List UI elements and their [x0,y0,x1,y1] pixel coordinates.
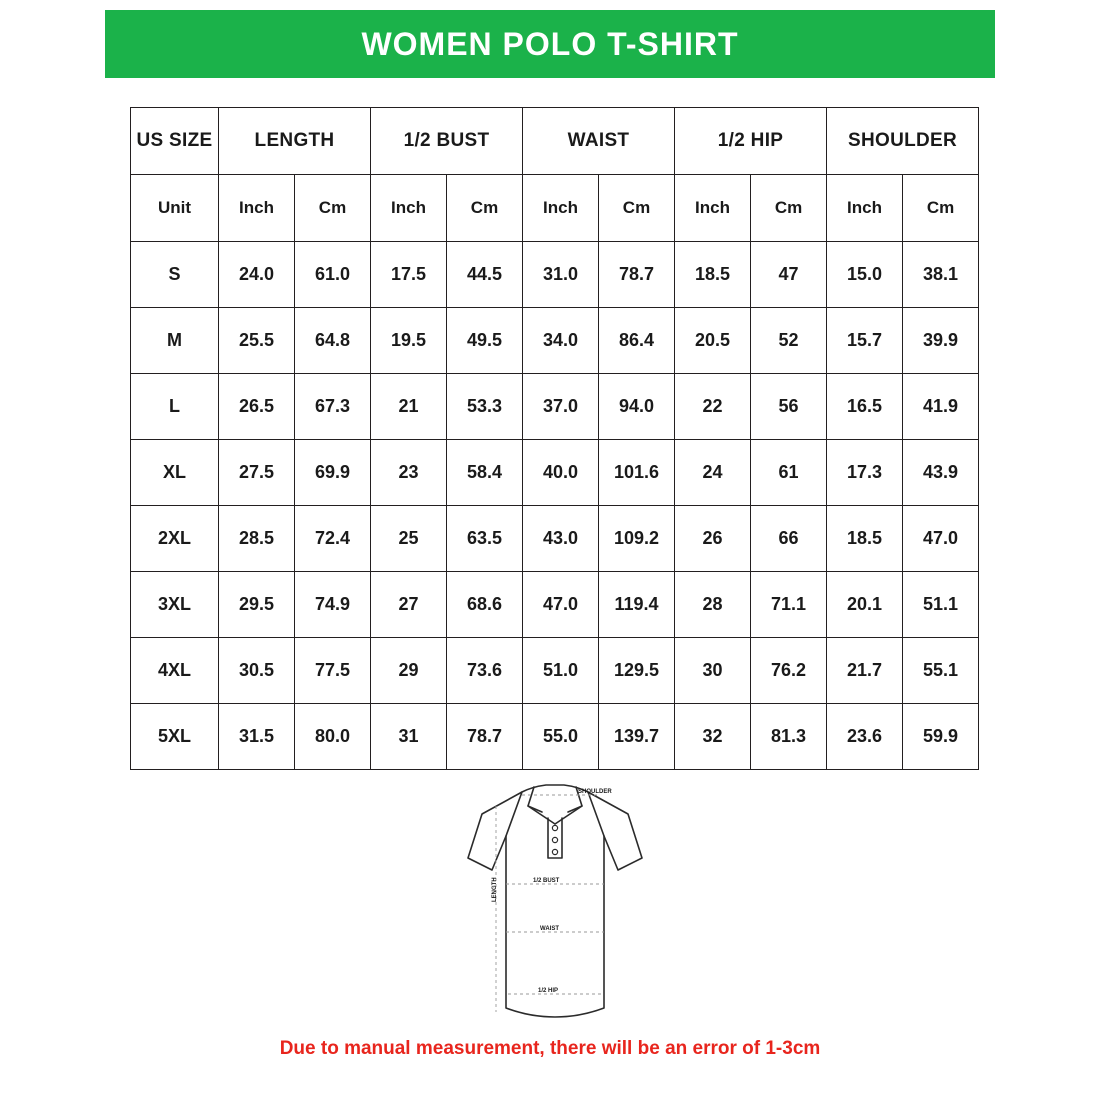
cell-value: 17.5 [371,242,447,308]
table-group-header-row [131,108,979,175]
cell-value: 26.5 [219,374,295,440]
table-unit-row [131,175,979,242]
page-title: WOMEN POLO T-SHIRT [361,25,739,62]
cell-value: 34.0 [523,308,599,374]
cell-value: 59.9 [903,704,979,770]
header-group-waist: WAIST [523,108,675,175]
unit-cell: Inch [219,175,295,242]
cell-value: 38.1 [903,242,979,308]
label-half-hip: 1/2 HIP [538,988,559,994]
cell-value: 30 [675,638,751,704]
cell-value: 39.9 [903,308,979,374]
cell-value: 25 [371,506,447,572]
cell-value: 20.5 [675,308,751,374]
cell-value: 29 [371,638,447,704]
cell-value: 18.5 [827,506,903,572]
cell-value: 43.9 [903,440,979,506]
cell-value: 52 [751,308,827,374]
cell-value: 53.3 [447,374,523,440]
unit-cell: Cm [599,175,675,242]
table-row [131,308,979,374]
cell-value: 81.3 [751,704,827,770]
table-row [131,242,979,308]
row-size-label: XL [131,440,219,506]
cell-value: 139.7 [599,704,675,770]
cell-value: 94.0 [599,374,675,440]
cell-value: 28.5 [219,506,295,572]
cell-value: 27.5 [219,440,295,506]
cell-value: 66 [751,506,827,572]
unit-cell: Inch [371,175,447,242]
cell-value: 55.0 [523,704,599,770]
table-row [131,374,979,440]
size-table [130,107,979,770]
cell-value: 76.2 [751,638,827,704]
cell-value: 16.5 [827,374,903,440]
cell-value: 51.0 [523,638,599,704]
cell-value: 31.5 [219,704,295,770]
table-row [131,638,979,704]
cell-value: 119.4 [599,572,675,638]
cell-value: 21.7 [827,638,903,704]
cell-value: 21 [371,374,447,440]
cell-value: 43.0 [523,506,599,572]
cell-value: 26 [675,506,751,572]
row-size-label: 3XL [131,572,219,638]
cell-value: 69.9 [295,440,371,506]
unit-cell: Cm [751,175,827,242]
unit-cell: Inch [675,175,751,242]
unit-cell: Cm [447,175,523,242]
unit-cell: Cm [903,175,979,242]
button-detail-icon [552,825,557,854]
table-row [131,572,979,638]
cell-value: 24 [675,440,751,506]
cell-value: 55.1 [903,638,979,704]
size-table-wrapper [130,107,970,770]
cell-value: 40.0 [523,440,599,506]
cell-value: 41.9 [903,374,979,440]
cell-value: 23.6 [827,704,903,770]
cell-value: 71.1 [751,572,827,638]
header-us-size: US SIZE [131,108,219,175]
cell-value: 58.4 [447,440,523,506]
measurement-disclaimer: Due to manual measurement, there will be an error of 1-3cm [279,1038,821,1059]
cell-value: 78.7 [599,242,675,308]
header-group-half-hip: 1/2 HIP [675,108,827,175]
cell-value: 109.2 [599,506,675,572]
cell-value: 63.5 [447,506,523,572]
header-group-half-bust: 1/2 BUST [371,108,523,175]
cell-value: 51.1 [903,572,979,638]
cell-value: 47.0 [903,506,979,572]
cell-value: 32 [675,704,751,770]
cell-value: 56 [751,374,827,440]
cell-value: 15.0 [827,242,903,308]
cell-value: 29.5 [219,572,295,638]
cell-value: 30.5 [219,638,295,704]
cell-value: 64.8 [295,308,371,374]
label-waist: WAIST [540,926,559,932]
cell-value: 80.0 [295,704,371,770]
row-size-label: 4XL [131,638,219,704]
cell-value: 25.5 [219,308,295,374]
polo-shirt-diagram [430,762,680,1032]
cell-value: 61 [751,440,827,506]
cell-value: 31.0 [523,242,599,308]
cell-value: 73.6 [447,638,523,704]
cell-value: 67.3 [295,374,371,440]
label-shoulder: SHOULDER [578,789,612,795]
row-size-label: 2XL [131,506,219,572]
cell-value: 72.4 [295,506,371,572]
cell-value: 78.7 [447,704,523,770]
row-size-label: 5XL [131,704,219,770]
cell-value: 86.4 [599,308,675,374]
cell-value: 61.0 [295,242,371,308]
shirt-illustration-icon [430,762,680,1032]
cell-value: 31 [371,704,447,770]
cell-value: 27 [371,572,447,638]
cell-value: 22 [675,374,751,440]
unit-cell: Cm [295,175,371,242]
row-size-label: S [131,242,219,308]
cell-value: 28 [675,572,751,638]
unit-cell: Inch [523,175,599,242]
unit-label: Unit [131,175,219,242]
cell-value: 37.0 [523,374,599,440]
cell-value: 20.1 [827,572,903,638]
cell-value: 101.6 [599,440,675,506]
cell-value: 17.3 [827,440,903,506]
cell-value: 129.5 [599,638,675,704]
row-size-label: L [131,374,219,440]
cell-value: 77.5 [295,638,371,704]
header-banner [105,10,995,78]
cell-value: 15.7 [827,308,903,374]
header-group-length: LENGTH [219,108,371,175]
label-length: LENGTH [492,877,498,902]
cell-value: 74.9 [295,572,371,638]
label-half-bust: 1/2 BUST [533,878,560,884]
cell-value: 19.5 [371,308,447,374]
cell-value: 18.5 [675,242,751,308]
table-row [131,440,979,506]
cell-value: 24.0 [219,242,295,308]
cell-value: 47 [751,242,827,308]
cell-value: 23 [371,440,447,506]
cell-value: 49.5 [447,308,523,374]
header-group-shoulder: SHOULDER [827,108,979,175]
table-row [131,704,979,770]
cell-value: 68.6 [447,572,523,638]
row-size-label: M [131,308,219,374]
table-row [131,506,979,572]
unit-cell: Inch [827,175,903,242]
cell-value: 47.0 [523,572,599,638]
cell-value: 44.5 [447,242,523,308]
